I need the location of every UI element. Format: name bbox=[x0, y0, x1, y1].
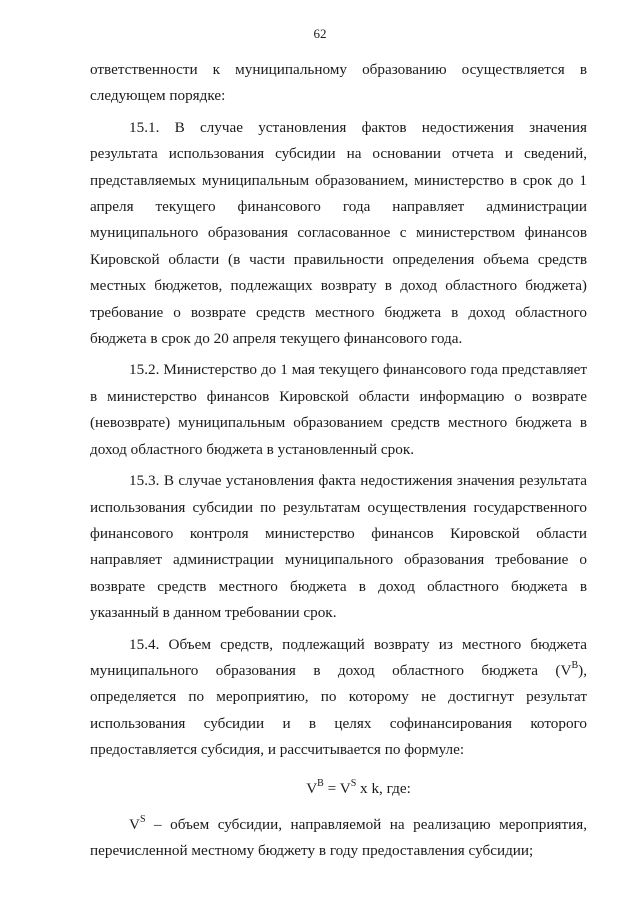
definition-sup-s: S bbox=[139, 813, 146, 825]
document-body bbox=[90, 57, 587, 865]
page-number: 62 bbox=[313, 26, 327, 41]
formula bbox=[90, 776, 587, 802]
definition-text: – объем субсидии, направляемой на реализацию мероприятия, перечисленной местному бюджету в году предоставления субсидии; bbox=[90, 815, 587, 860]
definition-symbol: V bbox=[129, 815, 140, 833]
formula-sup-s: S bbox=[350, 777, 357, 789]
paragraph-15-4 bbox=[90, 632, 587, 764]
superscript-b: B bbox=[571, 659, 579, 671]
formula-v: V bbox=[306, 779, 318, 797]
paragraph-15-4-text-end: ), определяется по мероприятию, по которому не достигнут результат использования субсидии и в целях софинансирования которого предоставляется субсидия, и рассчитывается по формуле: bbox=[90, 661, 587, 759]
paragraph-15-1: 15.1. В случае установления фактов недостижения значения результата использования субсидии на основании отчета и сведений, представляемых муниципальным образованием, министерство в срок до 1 апреля текущего финансового года направляет администрации муниципального образования согласованное с министерством финансов Кировской области (в части правильности определения объема средств местных бюджетов, подлежащих возврату в доход областного бюджета) требование о возврате средств местного бюджета в доход областного бюджета в срок до 20 апреля текущего финансового года. bbox=[90, 118, 587, 348]
paragraph-15-4-text-start: 15.4. Объем средств, подлежащий возврату из местного бюджета муниципального образования в доход областного бюджета (V bbox=[90, 635, 587, 679]
formula-equals: = V bbox=[323, 779, 351, 797]
paragraph-continuation: ответственности к муниципальному образованию осуществляется в следующем порядке: bbox=[90, 61, 587, 105]
paragraph-15-3: 15.3. В случае установления факта недостижения значения результата использования субсидии по результатам осуществления государственного финансового контроля министерство финансов Кировской области направляет администрации муниципального образования требование о возврате средств местного бюджета в доход областного бюджета в указанный в данном требовании срок. bbox=[90, 472, 587, 622]
paragraph-15-2: 15.2. Министерство до 1 мая текущего финансового года представляет в министерство финансов Кировской области информацию о возврате (невозврате) муниципальным образованием средств местного бюджета в доход областного бюджета в установленный срок. bbox=[90, 361, 587, 458]
formula-sup-b: B bbox=[317, 777, 324, 789]
definition-vs bbox=[90, 812, 587, 865]
formula-rest: x k, где: bbox=[356, 779, 411, 797]
